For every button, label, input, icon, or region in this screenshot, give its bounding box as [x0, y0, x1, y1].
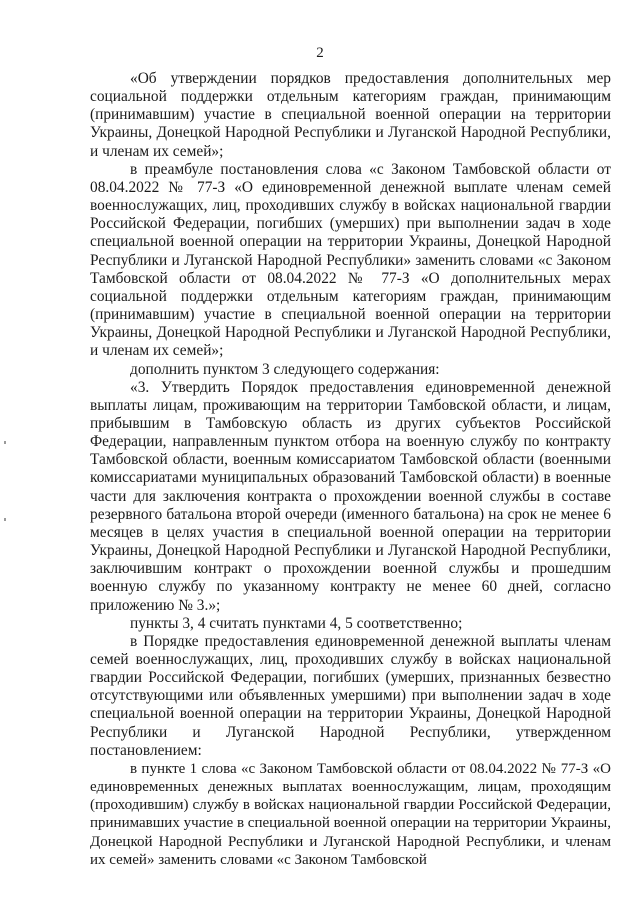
page-number: 2 — [316, 45, 324, 61]
document-body — [90, 70, 611, 869]
paragraph-procedure-amendment: в Порядке предоставления единовременной денежной выплаты членам семей военнослужащих, лиц, проходивших службу в войсках национальной гвардии Российской Федерации, погибших (умерших, признанных безвестно отсутствующими или объявленных умершими) при выполнении задач в ходе специальной военной операции на территории Украины, Донецкой Народной Республики и Луганской Народной Республики, утвержденном постановлением: — [90, 632, 611, 759]
paragraph-add-item-3: дополнить пунктом 3 следующего содержания: — [130, 360, 440, 378]
paragraph-renumber-items: пункты 3, 4 считать пунктами 4, 5 соответственно; — [130, 614, 463, 632]
paragraph-item-1-amendment: в пункте 1 слова «с Законом Тамбовской области от 08.04.2022 № 77-З «О единовременных денежных выплатах военнослужащим, лицам, проходящим (проходившим) службу в войсках национальной гвардии Российской Федерации, принимавших участие в специальной военной операции на территории Украины, Донецкой Народной Республики и Луганской Народной Республики, и членам их семей» заменить словами «с Законом Тамбовской — [90, 760, 611, 868]
paragraph-item-3-text: «3. Утвердить Порядок предоставления единовременной денежной выплаты лицам, проживающим на территории Тамбовской области, и лицам, прибывшим в Тамбовскую область из других субъектов Российской Федерации, направленным пунктом отбора на военную службу по контракту Тамбовской области, военным комиссариатом Тамбовской области (военными комиссариатами муниципальных образований Тамбовской области) в военные части для заключения контракта о прохождении военной службы в составе резервного батальона второй очереди (именного батальона) на срок не менее 6 месяцев в целях участия в специальной военной операции на территории Украины, Донецкой Народной Республики и Луганской Народной Республики, заключившим контракт о прохождении военной службы и прошедшим военную службу по указанному контракту не менее 60 дней, согласно приложению № 3.»; — [90, 378, 611, 614]
paragraph-resolution-title: «Об утверждении порядков предоставления дополнительных мер социальной поддержки отдельным категориям граждан, принимающим (принимавшим) участие в специальной военной операции на территории Украины, Донецкой Народной Республики и Луганской Народной Республики, и членам их семей»; — [90, 70, 611, 160]
margin-mark — [4, 518, 6, 521]
margin-mark — [4, 441, 6, 444]
paragraph-preamble-amendment: в преамбуле постановления слова «с Законом Тамбовской области от 08.04.2022 № 77-З «О единовременной денежной выплате членам семей военнослужащих, лиц, проходивших службу в войсках национальной гвардии Российской Федерации, погибших (умерших) при выполнении задач в ходе специальной военной операции на территории Украины, Донецкой Народной Республики и Луганской Народной Республики» заменить словами «с Законом Тамбовской области от 08.04.2022 № 77-З «О дополнительных мерах социальной поддержки отдельным категориям граждан, принимающим (принимавшим) участие в специальной военной операции на территории Украины, Донецкой Народной Республики и Луганской Народной Республики, и членам их семей»; — [90, 160, 611, 360]
